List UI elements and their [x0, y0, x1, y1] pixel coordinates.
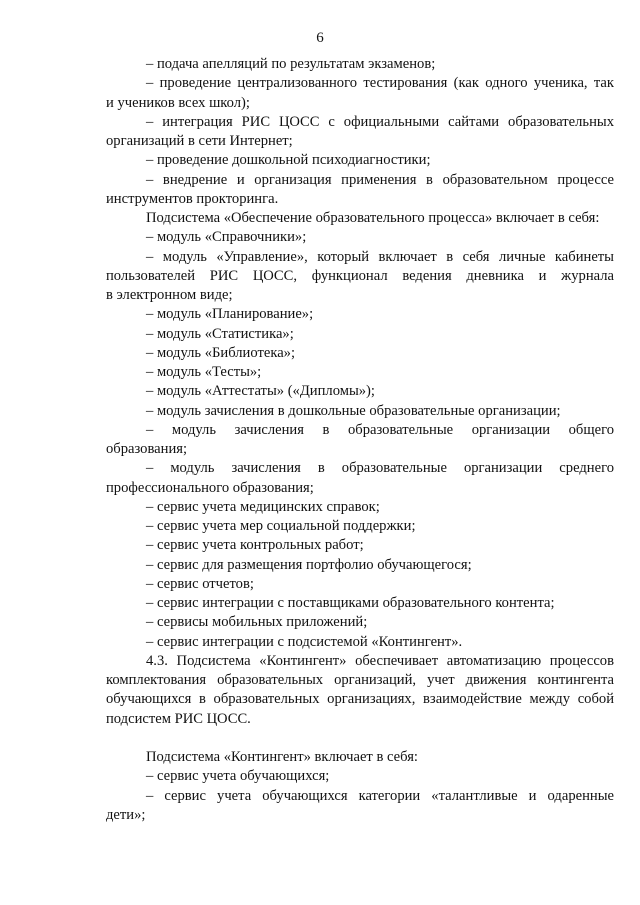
text-line: 4.3. Подсистема «Контингент» обеспечивает автоматизацию процессов — [146, 652, 614, 669]
text-line: пользователей РИС ЦОСС, функционал ведения дневника и журнала — [106, 267, 614, 284]
text-line: – модуль «Тесты»; — [146, 364, 262, 380]
text-line: – сервис учета медицинских справок; — [146, 498, 380, 515]
text-line: – сервис учета мер социальной поддержки; — [146, 518, 416, 534]
text-line: обучающихся в образовательных организациях, взаимодействие между собой — [106, 691, 614, 708]
text-line: – сервис учета обучающихся категории «талантливые и одаренные — [146, 787, 614, 804]
text-line: – сервис интеграции с поставщиками образовательного контента; — [146, 595, 555, 611]
text-line: Подсистема «Контингент» включает в себя: — [146, 749, 418, 765]
text-line: – модуль зачисления в образовательные организации среднего — [146, 460, 614, 477]
document-body — [106, 55, 614, 825]
text-line: – модуль «Планирование»; — [146, 306, 314, 323]
text-line: – модуль «Справочники»; — [146, 229, 307, 246]
text-line: – подача апелляций по результатам экзаменов; — [146, 56, 436, 72]
text-line: – проведение централизованного тестирования (как одного ученика, так — [146, 75, 614, 92]
text-line: инструментов прокторинга. — [106, 190, 279, 207]
text-line: профессионального образования; — [106, 479, 314, 496]
text-line: и учеников всех школ); — [106, 94, 250, 111]
text-line — [106, 729, 614, 748]
text-line: образования; — [106, 441, 188, 457]
text-line: – модуль «Аттестаты» («Дипломы»); — [146, 383, 375, 400]
text-line: в электронном виде; — [106, 287, 233, 303]
text-line: – модуль зачисления в образовательные организации общего — [146, 421, 614, 438]
text-line: – модуль «Управление», который включает в себя личные кабинеты — [146, 248, 614, 265]
text-line: комплектования образовательных организаций, учет движения контингента — [106, 672, 614, 688]
text-line: – сервисы мобильных приложений; — [146, 614, 368, 631]
text-line: – сервис для размещения портфолио обучающегося; — [146, 556, 472, 573]
text-line: – сервис отчетов; — [146, 575, 254, 592]
text-line: – модуль «Библиотека»; — [146, 344, 296, 361]
page-number: 6 — [316, 30, 324, 46]
text-line: – сервис учета обучающихся; — [146, 768, 330, 785]
text-line: – сервис учета контрольных работ; — [146, 537, 364, 554]
text-line: – внедрение и организация применения в образовательном процессе — [146, 171, 614, 188]
text-line: – модуль зачисления в дошкольные образовательные организации; — [146, 402, 561, 419]
text-line: – сервис интеграции с подсистемой «Контингент». — [146, 633, 463, 650]
text-line: – проведение дошкольной психодиагностики; — [146, 152, 431, 169]
text-line: – интеграция РИС ЦОСС с официальными сайтами образовательных — [146, 113, 614, 130]
text-line: дети»; — [106, 806, 146, 823]
text-line: – модуль «Статистика»; — [146, 325, 294, 342]
text-line: Подсистема «Обеспечение образовательного процесса» включает в себя: — [146, 210, 600, 226]
text-line: подсистем РИС ЦОСС. — [106, 710, 251, 727]
text-line: организаций в сети Интернет; — [106, 133, 293, 149]
